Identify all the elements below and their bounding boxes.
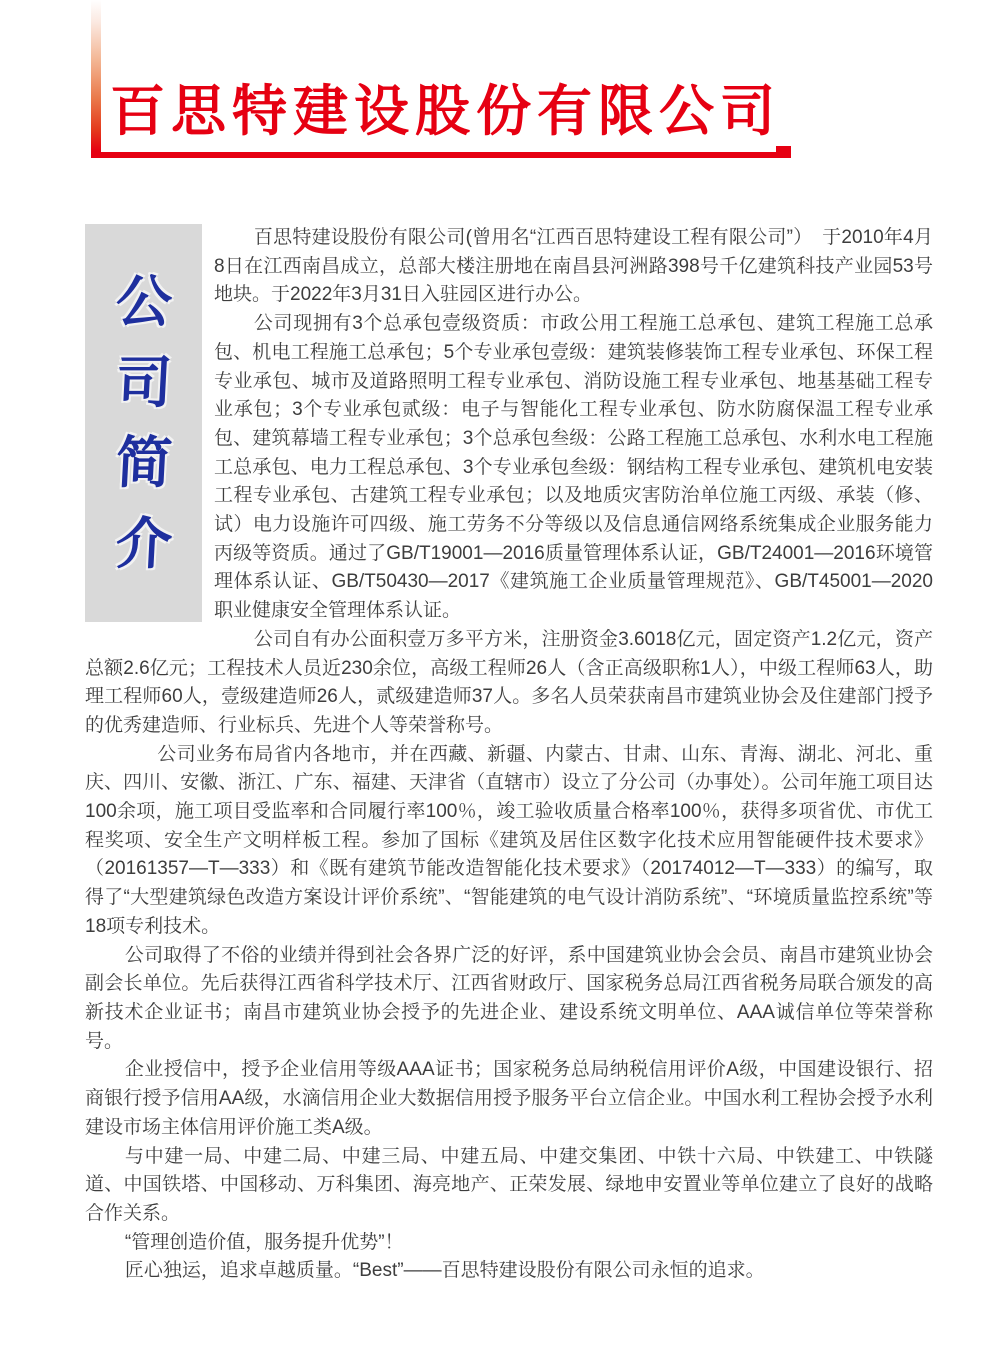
- intro-vertical-char: 公: [113, 269, 174, 336]
- paragraph-pursuit: 匠心独运，追求卓越质量。“Best”——百思特建设股份有限公司永恒的追求。: [124, 1260, 765, 1282]
- intro-vertical-char: 简: [113, 430, 174, 497]
- paragraph-credit-ratings: 企业授信中，授予企业信用等级AAA证书；国家税务总局纳税信用评价A级，中国建设银行、招商银行授予信用AA级，水滴信用企业大数据信用授予服务平台立信企业。中国水利工程协会授予水利建设市场主体信用评价施工类A级。: [85, 1059, 933, 1138]
- paragraph-honors: 公司取得了不俗的业绩并得到社会各界广泛的好评，系中国建筑业协会会员、南昌市建筑业协会副会长单位。先后获得江西省科学技术厅、江西省财政厅、国家税务总局江西省税务局联合颁发的高新技术企业证书；南昌市建筑业协会授予的先进企业、建设系统文明单位、AAA诚信单位等荣誉称号。: [85, 944, 933, 1052]
- underline-end-step: [776, 146, 791, 158]
- paragraph-slogan: “管理创造价值，服务提升优势”！: [124, 1231, 404, 1253]
- header-accent-bar: [91, 0, 101, 158]
- paragraph-partnerships: 与中建一局、中建二局、中建三局、中建五局、中建交集团、中铁十六局、中铁建工、中铁隧道、中国铁塔、中国移动、万科集团、海亮地产、正荣发展、绿地申安置业等单位建立了良好的战略合作关系。: [85, 1145, 933, 1224]
- intro-vertical-char: 司: [113, 349, 174, 416]
- paragraph-founding: 百思特建设股份有限公司(曾用名“江西百思特建设工程有限公司”） 于2010年4月8日在江西南昌成立，总部大楼注册地在南昌县河洲路398号千亿建筑科技产业园53号地块。于2022年3月31日入驻园区进行办公。: [214, 227, 933, 306]
- title-underline: [91, 152, 791, 158]
- company-profile-body: [85, 224, 933, 1286]
- paragraph-assets-staff: 公司自有办公面积壹万多平方米，注册资金3.6018亿元，固定资产1.2亿元，资产总额2.6亿元；工程技术人员近230余位，高级工程师26人（含正高级职称1人），中级工程师63人，助理工程师60人，壹级建造师26人，贰级建造师37人。多名人员荣获南昌市建筑业协会及住建部门授予的优秀建造师、行业标兵、先进个人等荣誉称号。: [85, 628, 933, 736]
- page-title: 百思特建设股份有限公司: [110, 79, 782, 143]
- paragraph-qualifications: 公司现拥有3个总承包壹级资质：市政公用工程施工总承包、建筑工程施工总承包、机电工程施工总承包；5个专业承包壹级：建筑装修装饰工程专业承包、环保工程专业承包、城市及道路照明工程专业承包、消防设施工程专业承包、地基基础工程专业承包；3个专业承包贰级：电子与智能化工程专业承包、防水防腐保温工程专业承包、建筑幕墙工程专业承包；3个总承包叁级：公路工程施工总承包、水利水电工程施工总承包、电力工程总承包、3个专业承包叁级：钢结构工程专业承包、建筑机电安装工程专业承包、古建筑工程专业承包；以及地质灾害防治单位施工丙级、承装（修、试）电力设施许可四级、施工劳务不分等级以及信息通信网络系统集成企业服务能力丙级等资质。通过了GB/T19001—2016质量管理体系认证，GB/T24001—2016环境管理体系认证、GB/T50430—2017《建筑施工企业质量管理规范》、GB/T45001—2020职业健康安全管理体系认证。: [214, 313, 933, 622]
- paragraph-business-layout: 公司业务布局省内各地市，并在西藏、新疆、内蒙古、甘肃、山东、青海、湖北、河北、重庆、四川、安徽、浙江、广东、福建、天津省（直辖市）设立了分公司（办事处）。公司年施工项目达100余项，施工项目受监率和合同履行率100％，竣工验收质量合格率100％，获得多项省优、市优工程奖项、安全生产文明样板工程。参加了国标《建筑及居住区数字化技术应用智能硬件技术要求》（20161357—T—333）和《既有建筑节能改造智能化技术要求》（20174012—T—333）的编写，取得了“大型建筑绿色改造方案设计评价系统”、“智能建筑的电气设计消防系统”、“环境质量监控系统”等18项专利技术。: [85, 743, 933, 937]
- intro-vertical-char: 介: [113, 510, 174, 577]
- company-intro-sidebar: [85, 224, 202, 622]
